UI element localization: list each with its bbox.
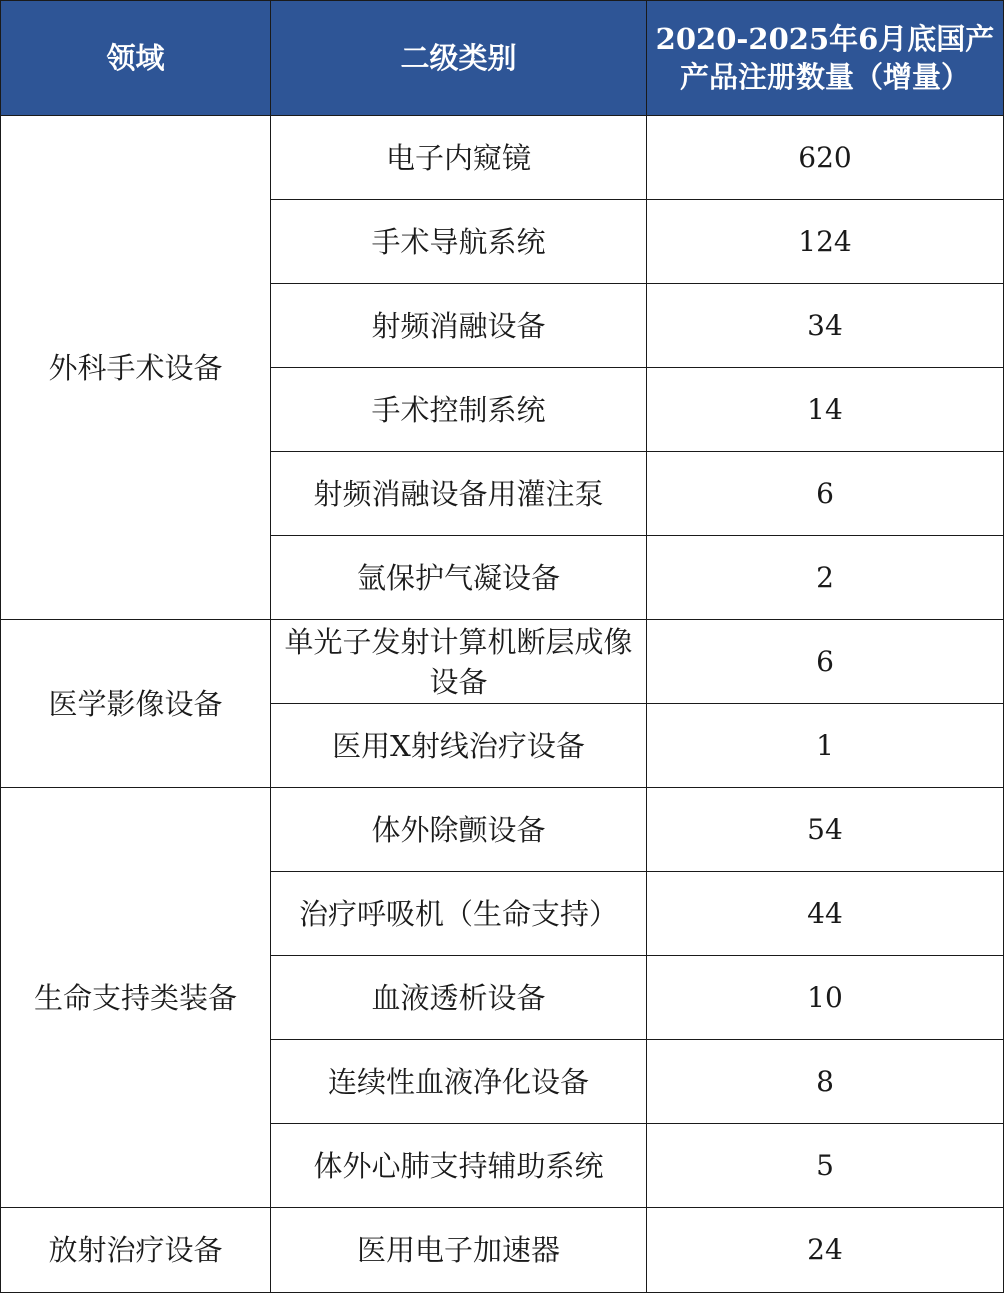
- count-cell: 54: [647, 788, 1004, 872]
- category-cell: 手术导航系统: [271, 200, 647, 284]
- domain-cell: 医学影像设备: [1, 620, 271, 788]
- category-cell: 射频消融设备用灌注泵: [271, 452, 647, 536]
- count-cell: 6: [647, 452, 1004, 536]
- category-cell: 射频消融设备: [271, 284, 647, 368]
- count-cell: 6: [647, 620, 1004, 704]
- category-cell: 医用X射线治疗设备: [271, 704, 647, 788]
- table-header: [1, 1, 1004, 116]
- category-cell: 医用电子加速器: [271, 1208, 647, 1293]
- header-category: 二级类别: [271, 1, 647, 116]
- count-cell: 34: [647, 284, 1004, 368]
- table-row: [1, 788, 1004, 872]
- header-count: 2020-2025年6月底国产产品注册数量（增量）: [647, 1, 1004, 116]
- count-cell: 44: [647, 872, 1004, 956]
- category-cell: 手术控制系统: [271, 368, 647, 452]
- count-cell: 124: [647, 200, 1004, 284]
- category-cell: 单光子发射计算机断层成像设备: [271, 620, 647, 704]
- table-row: [1, 620, 1004, 704]
- count-cell: 2: [647, 536, 1004, 620]
- count-cell: 8: [647, 1040, 1004, 1124]
- domain-cell: 外科手术设备: [1, 116, 271, 620]
- category-cell: 治疗呼吸机（生命支持）: [271, 872, 647, 956]
- table-row: [1, 1208, 1004, 1293]
- domain-cell: 生命支持类装备: [1, 788, 271, 1208]
- category-cell: 电子内窥镜: [271, 116, 647, 200]
- count-cell: 1: [647, 704, 1004, 788]
- count-cell: 10: [647, 956, 1004, 1040]
- count-cell: 14: [647, 368, 1004, 452]
- category-cell: 体外除颤设备: [271, 788, 647, 872]
- category-cell: 血液透析设备: [271, 956, 647, 1040]
- category-cell: 连续性血液净化设备: [271, 1040, 647, 1124]
- table-row: [1, 116, 1004, 200]
- count-cell: 5: [647, 1124, 1004, 1208]
- count-cell: 24: [647, 1208, 1004, 1293]
- table-body: [1, 116, 1004, 1293]
- category-cell: 氩保护气凝设备: [271, 536, 647, 620]
- domain-cell: 放射治疗设备: [1, 1208, 271, 1293]
- category-cell: 体外心肺支持辅助系统: [271, 1124, 647, 1208]
- header-domain: 领域: [1, 1, 271, 116]
- count-cell: 620: [647, 116, 1004, 200]
- header-row: [1, 1, 1004, 116]
